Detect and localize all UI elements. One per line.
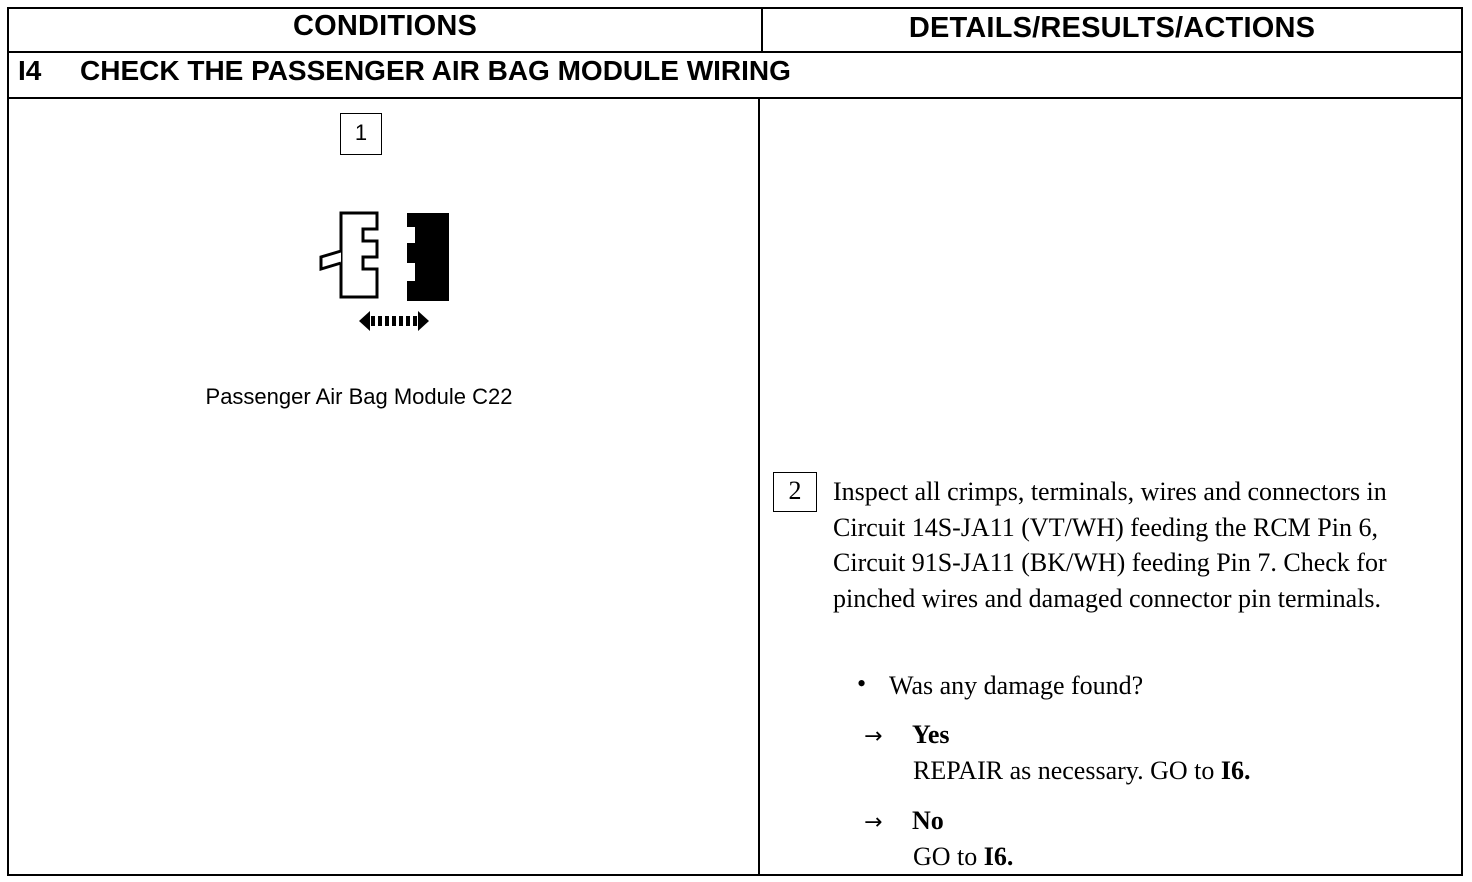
answer-no-target[interactable]: I6. bbox=[983, 842, 1014, 871]
connector-disconnect-icon bbox=[315, 205, 455, 335]
answer-no-label: No bbox=[912, 806, 944, 835]
step-2-question: Was any damage found? bbox=[889, 671, 1144, 700]
section-rule bbox=[7, 97, 1463, 99]
header-rule bbox=[7, 51, 1463, 53]
answer-yes-action bbox=[913, 756, 1251, 786]
yes-arrow-icon: → bbox=[864, 724, 883, 749]
step-1-caption: Passenger Air Bag Module C22 bbox=[205, 384, 513, 409]
section-title: CHECK THE PASSENGER AIR BAG MODULE WIRING bbox=[80, 55, 791, 86]
procedure-table bbox=[7, 7, 1463, 876]
conditions-header: CONDITIONS bbox=[292, 10, 478, 42]
no-arrow-icon: → bbox=[864, 810, 883, 835]
answer-yes-action-text: REPAIR as necessary. GO to bbox=[913, 756, 1221, 785]
section-id: I4 bbox=[18, 55, 42, 86]
bullet-dot: • bbox=[857, 669, 867, 698]
answer-no-action bbox=[913, 842, 1013, 872]
column-divider bbox=[758, 97, 760, 876]
step-1-number: 1 bbox=[340, 113, 382, 155]
answer-no-action-text: GO to bbox=[913, 842, 984, 871]
answer-yes-label: Yes bbox=[912, 720, 950, 749]
details-header: DETAILS/RESULTS/ACTIONS bbox=[908, 12, 1316, 44]
answer-yes-target[interactable]: I6. bbox=[1220, 756, 1251, 785]
step-2-instruction: Inspect all crimps, terminals, wires and connectors in Circuit 14S-JA11 (VT/WH) feeding the RCM Pin 6, Circuit 91S-JA11 (BK/WH) feeding Pin 7. Check for pinched wires and damaged connector pin terminals. bbox=[833, 477, 1387, 613]
step-2-number: 2 bbox=[773, 472, 817, 512]
